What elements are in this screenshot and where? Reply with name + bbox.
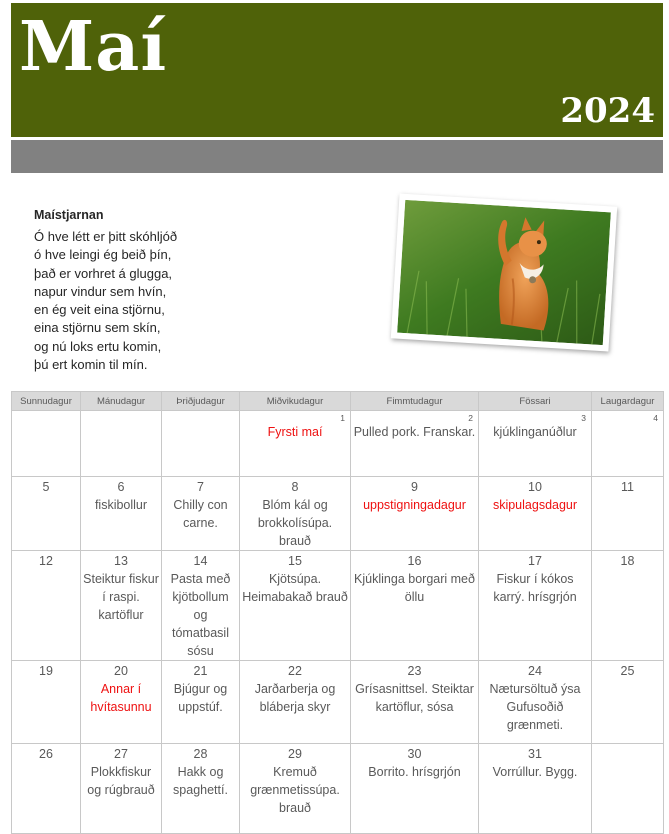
poem-line: þú ert komin til mín.	[34, 357, 148, 373]
menu-item: Hakk og spaghettí.	[173, 765, 228, 797]
calendar-day-cell	[479, 411, 592, 477]
day-number: 1	[340, 413, 345, 423]
day-number: 13	[114, 554, 128, 568]
calendar-day-cell	[351, 744, 479, 834]
calendar-table	[11, 391, 664, 834]
calendar-week-row	[12, 661, 664, 744]
day-number: 7	[197, 480, 204, 494]
day-number: 4	[653, 413, 658, 423]
weekday-header: Sunnudagur	[12, 392, 81, 411]
calendar-day-cell	[479, 551, 592, 661]
day-number: 2	[468, 413, 473, 423]
calendar-day-cell	[240, 477, 351, 551]
menu-item: Nætursöltuð ýsa Gufusoðið grænmeti.	[489, 682, 581, 732]
poem-line: en ég veit eina stjörnu,	[34, 302, 165, 318]
poem-line: eina stjörnu sem skín,	[34, 320, 161, 336]
day-number: 22	[288, 664, 302, 678]
day-number: 30	[407, 747, 422, 761]
calendar-day-cell	[12, 744, 81, 834]
calendar-week-row	[12, 744, 664, 834]
calendar-day-cell	[81, 477, 162, 551]
calendar-day-cell	[240, 551, 351, 661]
day-number: 8	[291, 480, 299, 494]
year-label: 2024	[560, 91, 655, 131]
weekday-header: Fössari	[479, 392, 592, 411]
calendar-day-cell	[351, 661, 479, 744]
menu-item: Kremuð grænmetissúpa. brauð	[250, 765, 340, 815]
calendar-day-cell	[592, 744, 664, 834]
weekday-header-row	[12, 392, 664, 411]
calendar-day-cell	[81, 661, 162, 744]
calendar-day-cell	[351, 551, 479, 661]
day-number: 17	[528, 554, 542, 568]
calendar-day-cell	[12, 551, 81, 661]
poem	[34, 208, 274, 374]
holiday-label: Annar í hvítasunnu	[90, 682, 152, 714]
calendar-day-cell	[162, 744, 240, 834]
menu-item: Pulled pork. Franskar.	[353, 425, 476, 439]
menu-item: Fiskur í kókos karrý. hrísgrjón	[493, 572, 577, 604]
day-number: 9	[411, 480, 418, 494]
day-number: 15	[288, 554, 302, 568]
holiday-label: skipulagsdagur	[492, 498, 578, 512]
calendar-day-cell	[479, 661, 592, 744]
calendar-day-cell	[592, 477, 664, 551]
poem-line: ó hve leingi ég beið þín,	[34, 247, 172, 263]
calendar-day-cell	[162, 551, 240, 661]
weekday-header: Fimmtudagur	[351, 392, 479, 411]
holiday-label: Fyrsti maí	[267, 425, 323, 439]
calendar-day-cell	[592, 551, 664, 661]
day-number: 19	[39, 664, 53, 678]
day-number: 10	[528, 480, 542, 494]
poem-line: napur vindur sem hvín,	[34, 283, 167, 299]
day-number: 20	[114, 664, 128, 678]
calendar-day-cell	[12, 411, 81, 477]
menu-item: Steiktur fiskur í raspi. kartöflur	[83, 572, 159, 622]
calendar-day-cell	[81, 744, 162, 834]
menu-item: Kjötsúpa. Heimabakað brauð	[242, 572, 348, 604]
calendar-day-cell	[240, 744, 351, 834]
day-number: 18	[620, 554, 635, 568]
menu-item: Chilly con carne.	[173, 498, 228, 530]
day-number: 28	[193, 747, 208, 761]
day-number: 5	[42, 480, 50, 494]
day-number: 21	[193, 664, 208, 678]
calendar-week-row	[12, 411, 664, 477]
holiday-label: uppstigningadagur	[363, 498, 466, 512]
poem-line: og nú loks ertu komin,	[34, 338, 162, 354]
cat-photo	[391, 193, 617, 351]
calendar-week-row	[12, 477, 664, 551]
divider-bar	[11, 140, 663, 173]
day-number: 26	[39, 747, 53, 761]
weekday-header: Þriðjudagur	[162, 392, 240, 411]
month-title: Maí	[19, 7, 168, 87]
menu-item: Pasta með kjötbollum og tómatbasil sósu	[170, 572, 231, 658]
calendar-day-cell	[81, 411, 162, 477]
poem-title: Maístjarnan	[34, 208, 104, 222]
menu-item: kjúklinganúðlur	[493, 425, 577, 439]
poem-line: það er vorhret á glugga,	[34, 265, 173, 281]
menu-item: Kjúklinga borgari með öllu	[354, 572, 475, 604]
calendar-day-cell	[240, 661, 351, 744]
calendar-day-cell	[592, 411, 664, 477]
calendar-day-cell	[240, 411, 351, 477]
day-number: 14	[193, 554, 208, 568]
day-number: 29	[288, 747, 302, 761]
day-number: 23	[407, 664, 422, 678]
day-number: 31	[528, 747, 542, 761]
weekday-header: Mánudagur	[81, 392, 162, 411]
menu-item: Jarðarberja og bláberja skyr	[254, 682, 336, 714]
menu-item: fiskibollur	[94, 498, 148, 512]
menu-item: Plokkfiskur og rúgbrauð	[87, 765, 155, 797]
header-banner	[11, 3, 663, 137]
menu-item: Vorrúllur. Bygg.	[492, 765, 578, 779]
menu-item: Blóm kál og brokkolísúpa. brauð	[257, 498, 333, 548]
calendar-day-cell	[12, 477, 81, 551]
calendar-day-cell	[479, 744, 592, 834]
weekday-header: Miðvikudagur	[240, 392, 351, 411]
calendar-day-cell	[162, 661, 240, 744]
menu-item: Bjúgur og uppstúf.	[173, 682, 228, 714]
day-number: 27	[114, 747, 128, 761]
day-number: 12	[39, 554, 53, 568]
calendar-day-cell	[592, 661, 664, 744]
day-number: 25	[620, 664, 635, 678]
calendar-day-cell	[12, 661, 81, 744]
cat-image	[397, 200, 611, 345]
day-number: 6	[117, 480, 125, 494]
day-number: 16	[407, 554, 422, 568]
day-number: 11	[621, 480, 634, 494]
menu-item: Borrito. hrísgrjón	[368, 765, 461, 779]
poem-line: Ó hve létt er þitt skóhljóð	[34, 229, 178, 244]
calendar-day-cell	[162, 477, 240, 551]
calendar-day-cell	[81, 551, 162, 661]
day-number: 24	[528, 664, 542, 678]
calendar-day-cell	[351, 477, 479, 551]
day-number: 3	[581, 413, 586, 423]
calendar-day-cell	[479, 477, 592, 551]
calendar-day-cell	[351, 411, 479, 477]
calendar-week-row	[12, 551, 664, 661]
calendar-day-cell	[162, 411, 240, 477]
weekday-header: Laugardagur	[592, 392, 664, 411]
menu-item: Grísasnittsel. Steiktar kartöflur, sósa	[355, 682, 474, 714]
